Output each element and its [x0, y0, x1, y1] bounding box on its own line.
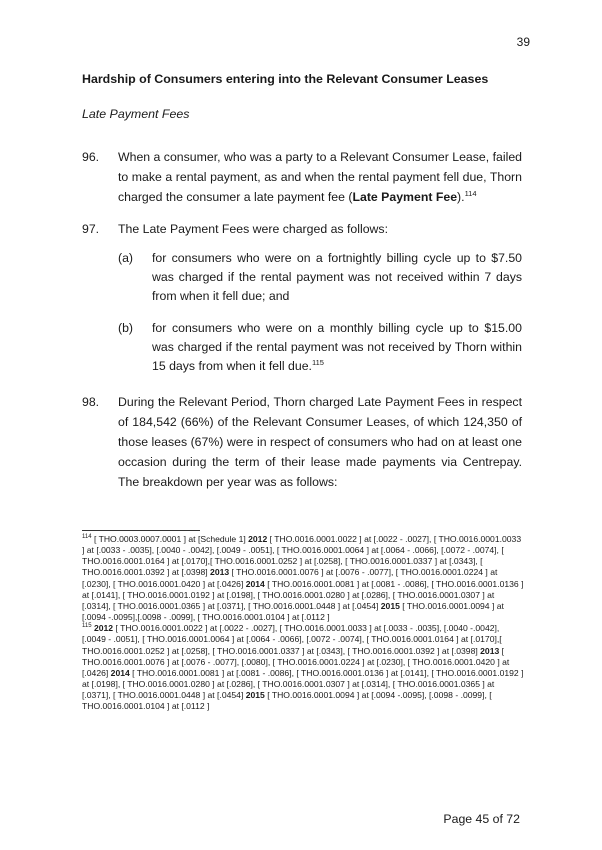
section-subheading: Late Payment Fees — [82, 107, 190, 121]
paragraph-96 — [82, 147, 522, 207]
paragraph-97 — [82, 219, 522, 239]
list-item-text: for consumers who were on a monthly billing cycle up to $15.00 was charged if the rental payment was not received by Thorn within 15 days from when it fell due.$^{115}$ — [152, 321, 522, 373]
footnote-114: $^{114}$ [ THO.0003.0007.0001 ] at [Schedule 1] 2012 [ THO.0016.0001.0022 ] at [.0022 - .0027], [ THO.0016.0001.0033 ] at [.0033 - .0035], [.0040 - .0042], [.0049 - .0051], [ THO.0016.0001.0064 ] at [.0064 - .0066], [.0072 - .0074], [ THO.0016.0001.0164 ] at [.0170],[ THO.0016.0001.0252 ] at [.0258], [ THO.0016.0001.0337 ] at [.0343], [ THO.0016.0001.0392 ] at [.0398] 2013 [ THO.0016.0001.0076 ] at [.0076 - .0077], [ THO.0016.0001.0224 ] at [.0230], [ THO.0016.0001.0420 ] at [.0426] 2014 [ THO.0016.0001.0081 ] at [.0081 - .0086], [ THO.0016.0001.0136 ] at [.0141], [ THO.0016.0001.0192 ] at [.0198], [ THO.0016.0001.0280 ] at [.0286], [ THO.0016.0001.0307 ] at [.0314], [ THO.0016.0001.0365 ] at [.0371], [ THO.0016.0001.0448 ] at [.0454] 2015 [ THO.0016.0001.0094 ] at [.0094 -.0095],[.0098 - .0099], [ THO.0016.0001.0104 ] at [.0112 ] — [82, 534, 524, 623]
paragraph-text: When a consumer, who was a party to a Relevant Consumer Lease, failed to make a rental payment, as and when the rental payment fell due, Thorn charged the consumer a late payment fee (Late Payment Fee).$^{114}$ — [118, 150, 522, 204]
list-item-b — [118, 319, 522, 376]
list-item-label: (a) — [118, 251, 134, 265]
paragraph-text: The Late Payment Fees were charged as follows: — [118, 222, 388, 236]
footnote-ref: 114 — [464, 188, 477, 198]
paragraph-text: During the Relevant Period, Thorn charged Late Payment Fees in respect of 184,542 (66%) of the Relevant Consumer Leases, of which 124,350 of those leases (67%) were in respect of consumers who had on at least one occasion during the term of their lease made payments via Centrepay. The breakdown per year was as follows: — [118, 395, 522, 489]
page-number-top: 39 — [516, 35, 530, 49]
footnote-ref: 115 — [311, 357, 324, 367]
paragraph-number: 96. — [82, 150, 100, 164]
paragraph-number: 97. — [82, 222, 100, 236]
page-footer: Page 45 of 72 — [443, 812, 520, 826]
list-item-text: for consumers who were on a fortnightly billing cycle up to $7.50 was charged if the rental payment was not received within 7 days from when it fell due; and — [152, 251, 522, 303]
defined-term: Late Payment Fee — [352, 190, 458, 204]
footnotes — [82, 534, 524, 713]
list-item-a — [118, 249, 522, 306]
list-item-label: (b) — [118, 321, 134, 335]
section-heading: Hardship of Consumers entering into the Relevant Consumer Leases — [82, 72, 489, 86]
paragraph-98 — [82, 392, 522, 492]
paragraph-number: 98. — [82, 395, 100, 409]
footnote-115: $^{115}$ 2012 [ THO.0016.0001.0022 ] at [.0022 - .0027], [ THO.0016.0001.0033 ] at [.0033 - .0035], [.0040 -.0042], [.0049 - .0051], [ THO.0016.0001.0064 ] at [.0064 - .0066], [.0072 - .0074], [ THO.0016.0001.0164 ] at [.0170],[ THO.0016.0001.0252 ] at [.0258], [ THO.0016.0001.0337 ] at [.0343], [ THO.0016.0001.0392 ] at [.0398] 2013 [ THO.0016.0001.0076 ] at [.0076 - .0077], [.0080], [ THO.0016.0001.0224 ] at [.0230], [ THO.0016.0001.0420 ] at [.0426] 2014 [ THO.0016.0001.0081 ] at [.0081 - .0086], [ THO.0016.0001.0136 ] at [.0141], [ THO.0016.0001.0192 ] at [.0198], [ THO.0016.0001.0280 ] at [.0286], [ THO.0016.0001.0307 ] at [.0314], [ THO.0016.0001.0365 ] at [.0371], [ THO.0016.0001.0448 ] at [.0454] 2015 [ THO.0016.0001.0094 ] at [.0094 -.0095], [.0098 - .0099], [ THO.0016.0001.0104 ] at [.0112 ] — [82, 623, 524, 712]
footnote-divider — [82, 530, 200, 531]
